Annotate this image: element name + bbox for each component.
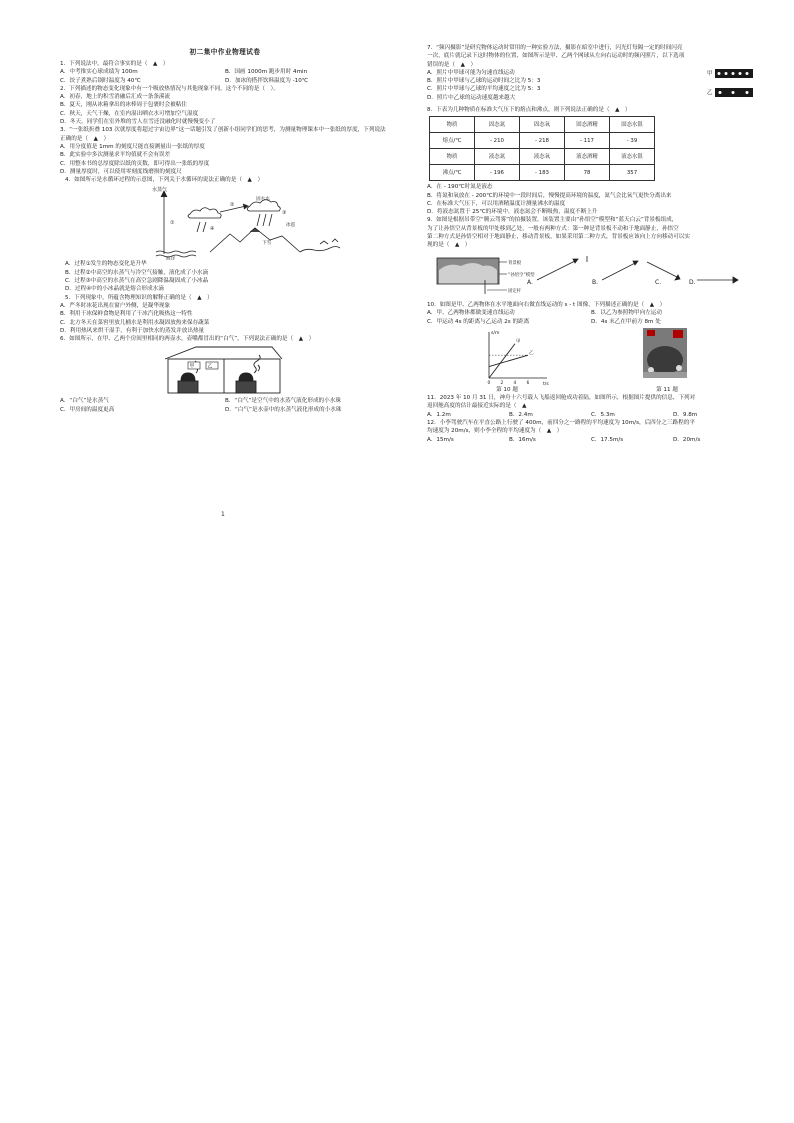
- q7-text: [427, 44, 707, 106]
- q6-options: [60, 397, 390, 405]
- q7-stem-2: 一次，底片就记录下这时物体的位置，如图所示是甲、乙两个网球从左向右运动时的频闪照片，以下选项: [427, 53, 685, 60]
- series-label-1: 乙: [529, 351, 534, 357]
- q10-options-2: [427, 318, 755, 326]
- room-b-label: 乙: [207, 364, 213, 371]
- q9-label-model: “孙悟空”模型: [508, 272, 535, 278]
- table-cell: 357: [610, 165, 655, 181]
- return-capsule-photo: [587, 326, 747, 392]
- fig4-label-rain: 固水水: [256, 197, 270, 203]
- table-cell: 物质: [430, 149, 475, 165]
- q7-option-b: B．照片中甲球与乙球的运动时间之比为 5：3: [427, 78, 541, 85]
- q2-stem: 2．下列描述的物态变化现象中有一个吸放热情况与其他现象不同，这个不同的是（ ）。: [60, 85, 279, 92]
- q9-option-a: A.: [527, 278, 533, 286]
- q3-stem: 3．“一张纸折叠 103 次就厚度将超过宇宙边界”这一话题引发了创新小组同学们的思考，为测量物理课本中一张纸的厚度，下列说法正确的是（ ▲ ）: [60, 127, 386, 142]
- q2-option-a: A．初春，地上的积雪消融后汇成一条条溪流: [60, 94, 171, 101]
- series-line-0: [489, 344, 515, 378]
- q10-stem: 10．如图是甲、乙两物体在水平地面向右做直线运动的 s - t 图像，下列描述正确的是（ ▲ ）: [427, 301, 666, 308]
- q9-option-b: B.: [592, 278, 599, 286]
- table-cell: 物质: [430, 117, 475, 133]
- table-cell: - 117: [565, 133, 610, 149]
- q12-option-d: D．20m/s: [673, 436, 701, 443]
- table-cell: - 39: [610, 133, 655, 149]
- table-cell: - 196: [475, 165, 520, 181]
- q9-stem-4: 现的是（ ▲ ）: [427, 242, 471, 249]
- q1-option-a: A．中考推实心球成绩为 100m: [60, 69, 138, 76]
- caption-11: 第 11 题: [656, 386, 678, 393]
- q4-option-c: C．过程③中高空的水蒸气在高空急剧降温凝固成了小冰晶: [65, 278, 209, 285]
- q7-option-d: D．照片中乙球的运动速度越来越大: [427, 94, 516, 101]
- q9-label-backdrop: 背景板: [508, 260, 522, 266]
- x-tick-label: 0: [487, 380, 491, 386]
- table-cell: - 218: [520, 133, 565, 149]
- q2-option-d: D．冬天，同学们在室外堆的雪人在雪还没融化时就慢慢变小了: [60, 119, 216, 126]
- table-cell: 固态水银: [610, 117, 655, 133]
- x-tick-label: 2: [500, 380, 504, 386]
- rooms-figure: [60, 343, 390, 397]
- st-graph: [427, 326, 587, 392]
- q12-option-b: B．16m/s: [509, 436, 536, 443]
- water-cycle-diagram: [60, 184, 390, 260]
- q8-option-b: B．将氮和氧放在 - 200℃的环境中一段时间后，慢慢提高环境的温度，氮气会比氧气更快分离出来: [427, 192, 672, 199]
- strobe-label-b: 乙: [707, 90, 713, 96]
- q2-option-c: C．秋天，天气干燥，在室内湿出晒衣水可增加空气湿度: [60, 110, 199, 117]
- fig10-wrap: [427, 326, 587, 392]
- q9-figure: [427, 250, 755, 298]
- q10-option-a: A．甲、乙两物体都做变速直线运动: [427, 310, 515, 317]
- rooms-diagram: [60, 343, 390, 397]
- fig4-label-sea: 海洋: [166, 257, 176, 261]
- q3-option-d: D．测量厚度时，可以使用零刻度线磨损的刻度尺: [60, 168, 182, 175]
- q12-options: [427, 436, 755, 444]
- q6-option-b: B．“白气”是空气中的水蒸气液化形成的小水珠: [225, 398, 341, 405]
- fig11-wrap: [587, 326, 747, 392]
- q6-option-a: A．“白气”是水蒸气: [60, 398, 109, 405]
- q12-stem-2: 均速度为 20m/s，则小李全程的平均速度为（ ▲ ）: [427, 428, 563, 435]
- table-row: [430, 149, 655, 165]
- table-cell: 液态水银: [610, 149, 655, 165]
- q12-stem-1: 12．小李驾驶汽车在平直公路上行驶了 400m，前四分之一路程的平均速度为 10m/s，后四分之三路程的平: [427, 420, 695, 427]
- table-cell: 液态氧: [520, 149, 565, 165]
- q9-option-c: C.: [655, 278, 662, 286]
- q11-stem-2: 返回舱高度的估计最接近实际的是（ ▲: [427, 403, 527, 410]
- fig4-label-vapor: 水蒸气: [152, 187, 168, 194]
- q7-option-a: A．照片中甲球可能为匀速直线运动: [427, 69, 515, 76]
- fig4-label-2: ②: [230, 202, 235, 209]
- q10-option-d: D．4s 末乙在甲前方 8m 处: [591, 318, 661, 325]
- q9-label-rod: 固定杆: [508, 288, 522, 294]
- right-column: [427, 44, 755, 444]
- q7-stem-3: 错误的是（ ▲ ）: [427, 61, 477, 68]
- q5-option-a: A．严冬时冰花出现在窗户外侧，是凝华现象: [60, 302, 171, 309]
- fig4-label-hail: 冰雹: [286, 223, 296, 229]
- q9-option-d: D.: [689, 278, 696, 286]
- q11-option-c: C．5.3m: [591, 411, 615, 418]
- q9-stem-3: 第二种方式是孙悟空相对于地面静止，移动背景板，如果采用第二种方式，背景板应该向上方向移动可以实: [427, 234, 690, 241]
- table-cell: - 183: [520, 165, 565, 181]
- fig4-label-3: ③: [282, 210, 287, 217]
- q11-option-d: D．9.8m: [673, 411, 698, 418]
- q5-option-b: B．利用干冰保鲜食物是利用了干冰汽化吸热这一特性: [60, 311, 193, 318]
- q8-table: [429, 116, 655, 181]
- table-cell: 熔点/℃: [430, 133, 475, 149]
- table-cell: 液态酒精: [565, 149, 610, 165]
- fig4-label-snow: 下雪: [262, 241, 272, 247]
- q10-options: [427, 309, 755, 317]
- q1-stem: 1．下列说法中，最符合事实的是（ ▲ ）: [60, 61, 169, 67]
- q1-option-c: C．饺子煮熟后锅时温度为 40℃: [60, 77, 141, 84]
- q3-option-a: A．用分度值是 1mm 的刻度尺能直接测量出一张纸的厚度: [60, 143, 205, 150]
- q9-stem-1: 9．如图是根据吊带空“腾云驾雾”的拍摄装置，该装置主要由“孙悟空”模型和“蓝天白云”背景板组成，: [427, 217, 678, 224]
- left-column: [60, 60, 390, 414]
- q1-options-2: [60, 77, 390, 85]
- table-cell: 78: [565, 165, 610, 181]
- x-tick-label: 4: [513, 380, 517, 386]
- q8-option-c: C．在标准大气压下，可以用酒精温度计测量沸水的温度: [427, 200, 566, 207]
- fig4-label-1: ①: [170, 220, 175, 227]
- table-row: [430, 117, 655, 133]
- series-label-0: 甲: [516, 339, 521, 345]
- y-axis-label: s/m: [491, 330, 500, 336]
- q1-option-d: D．加冰的搭拌饮料温度为 -10℃: [225, 77, 309, 84]
- q3-option-b: B．此实验中多次测量求平均值就不会有误差: [60, 152, 171, 159]
- table-cell: 固态酒精: [565, 117, 610, 133]
- q6-stem: 6．如图所示，在甲、乙两个房间里相同的两壶水，壶嘴都冒出的“白气”，下列说法正确的是（ ▲ ）: [60, 336, 315, 343]
- q6-options-2: [60, 406, 390, 414]
- table-cell: 沸点/℃: [430, 165, 475, 181]
- table-cell: 液态氮: [475, 149, 520, 165]
- table-row: [430, 165, 655, 181]
- q4-option-a: A．过程①发生的物态变化是升华: [65, 261, 147, 268]
- table-cell: - 210: [475, 133, 520, 149]
- q4-option-b: B．过程②中高空的水蒸气与冷空气接触，液化成了小水滴: [65, 269, 209, 276]
- table-cell: 固态氧: [520, 117, 565, 133]
- room-a-label: 甲: [189, 364, 195, 371]
- q8-stem: 8．下表为几种物质在标准大气压下的熔点和沸点，则下列说法正确的是（ ▲ ）: [427, 107, 631, 113]
- q7-stem-1: 7．“频闪摄影”是研究物体运动时常用的一种实验方法，摄影在暗室中进行，闪光灯每隔一定的时间闪亮: [427, 45, 683, 51]
- caption-10: 第 10 题: [496, 386, 518, 393]
- q8-option-d: D．将液态氮置于 25℃的环境中，液态氮会不断吸热，温度不断上升: [427, 209, 598, 216]
- figures-10-11: [427, 326, 755, 392]
- q8-option-a: A．在 - 190℃时氮是液态: [427, 184, 493, 191]
- strobe-label-a: 甲: [707, 71, 713, 77]
- q11-options: [427, 411, 755, 419]
- q12-option-a: A．15m/s: [427, 436, 454, 443]
- q3-option-c: C．用整本书的总厚度除以纸的页数，即可得出一张纸的厚度: [60, 160, 210, 167]
- q11-option-a: A．1.2m: [427, 411, 451, 418]
- x-axis-label: t/s: [543, 381, 549, 387]
- q2-option-b: B．夏天，刚从冰箱拿出的冰棒周于包裹时会被粘住: [60, 102, 187, 109]
- q4-option-d: D．过程④中的小冰晶就是熔合形成水滴: [65, 286, 164, 293]
- q10-option-b: B．以乙为参照物甲向左运动: [591, 310, 662, 317]
- q12-option-c: C．17.5m/s: [591, 436, 624, 443]
- q9-stem-2: 为了让孙悟空从背景板的甲处移到乙处，一般有两种方式：第一种是背景板不动和于地面静止，孙悟空: [427, 225, 679, 232]
- q6-option-d: D．“白气”是水壶中的水蒸气液化形成的小水珠: [225, 406, 342, 413]
- q5-option-d: D．利用热风来烘干湿手，有利于加快水的蒸发并放出热量: [60, 327, 205, 334]
- q5-stem: 5．下列现象中，所蕴含物理知识的解释正确的是（ ▲ ）: [65, 294, 213, 301]
- series-line-1: [489, 355, 528, 366]
- q5-option-c: C．北方冬天在菜窖里放几桶水是利用水凝固放热来保存蔬菜: [60, 319, 210, 326]
- q1-option-b: B．国画 1000m 跑步用时 4min: [225, 69, 308, 76]
- page-title: 初二集中作业物理试卷: [189, 48, 261, 56]
- q10-option-c: C．甲运动 4s 的距离与乙运动 2s 的距离: [427, 318, 530, 325]
- q11-option-b: B．2.4m: [509, 411, 533, 418]
- q11-stem-1: 11．2023 年 10 月 31 日，神舟十六号载人飞船返回舱成功着陆，如图所示，根据图片提供的信息，下列对: [427, 395, 696, 402]
- strobe-photo-figure: [707, 66, 755, 106]
- q1-options: [60, 68, 390, 76]
- table-cell: 固态氮: [475, 117, 520, 133]
- x-tick-label: 6: [526, 380, 530, 386]
- water-cycle-figure: [60, 184, 390, 260]
- q7-option-c: C．照片中甲球与乙球的平均速度之比为 5：3: [427, 86, 541, 93]
- q7-block: [427, 44, 755, 106]
- table-row: [430, 133, 655, 149]
- q6-option-c: C．甲房间的温度更高: [60, 406, 115, 413]
- q4-stem: 4．如图所示是水循环过程的示意图，下列关于水循环的说法正确的是（ ▲ ）: [65, 177, 264, 184]
- fig4-label-4: ④: [210, 226, 215, 233]
- page-number: 1: [221, 511, 225, 518]
